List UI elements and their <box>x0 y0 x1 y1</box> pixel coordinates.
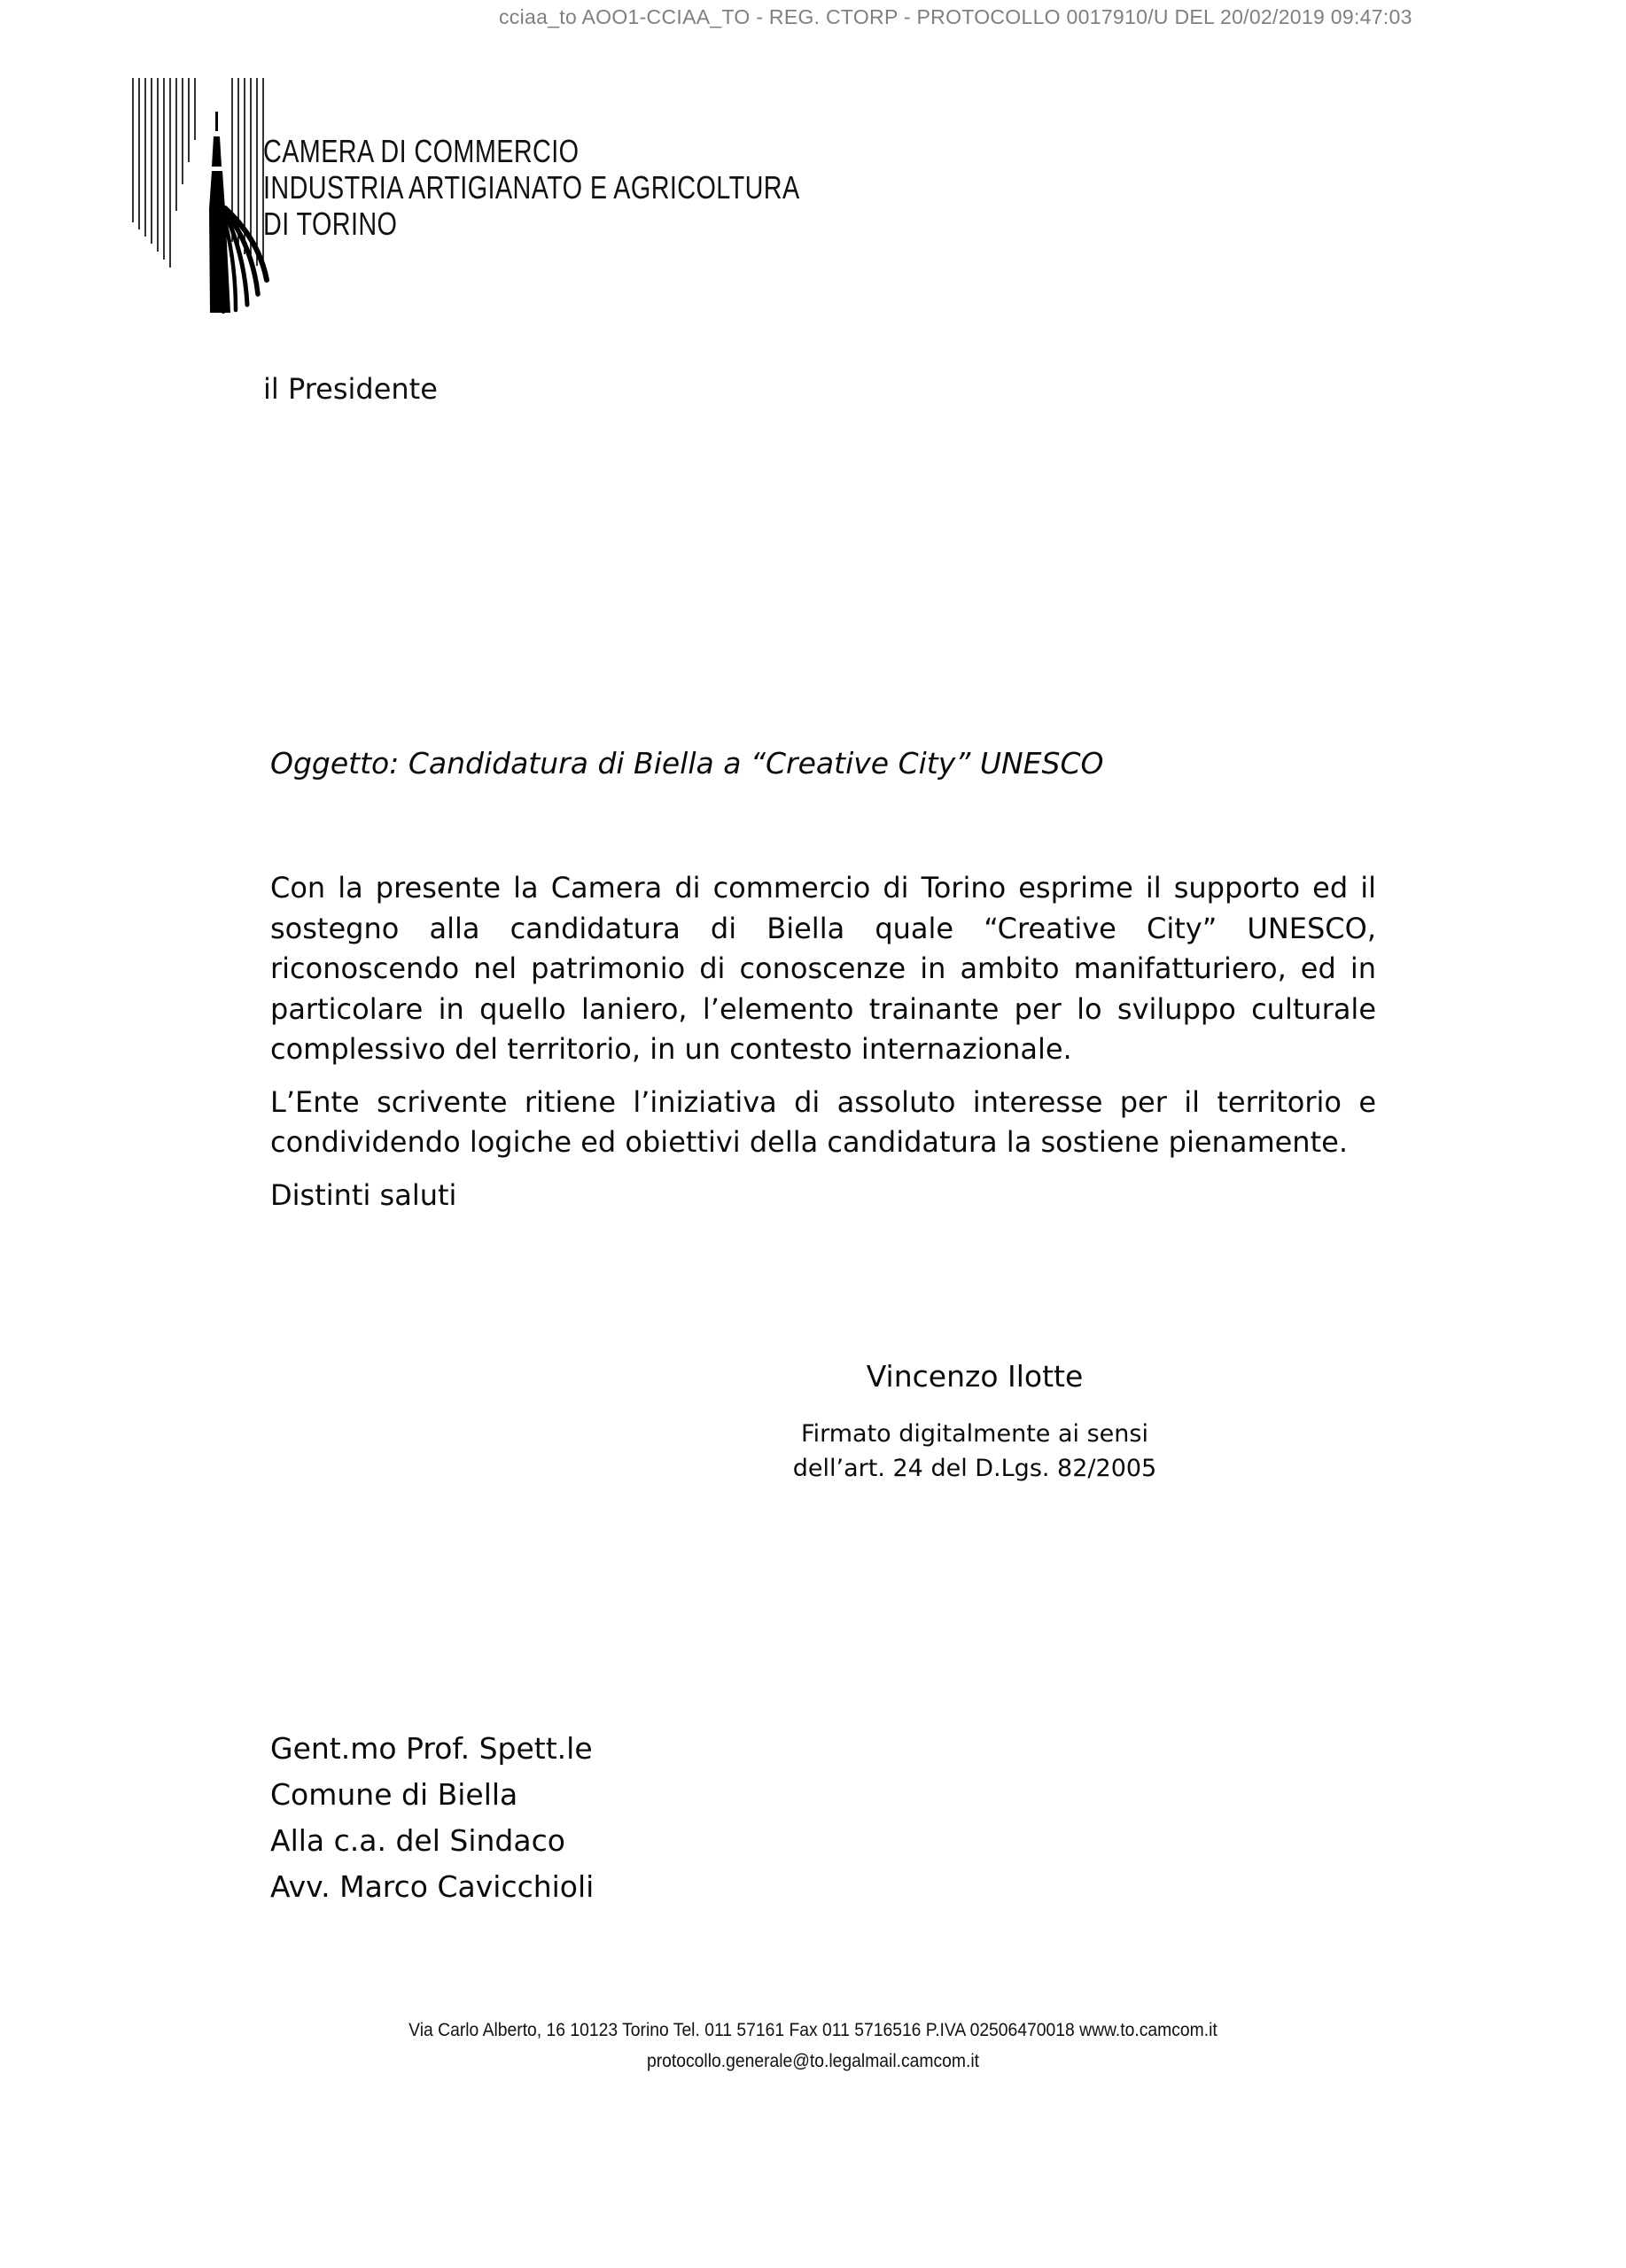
body-paragraph-2: L’Ente scrivente ritiene l’iniziativa di assoluto interesse per il territorio e condividendo logiche ed obiettivi della candidatura la sostiene pienamente. <box>270 1084 1376 1159</box>
subject-line: Oggetto: Candidatura di Biella a “Creative City” UNESCO <box>270 746 1104 781</box>
signature-block <box>744 1359 1205 1486</box>
digital-signature-note-line2: dell’art. 24 del D.Lgs. 82/2005 <box>792 1455 1157 1482</box>
footer-email-line: protocollo.generale@to.legalmail.camcom.it <box>646 2051 980 2071</box>
recipient-line-salutation: Gent.mo Prof. Spett.le <box>270 1731 593 1766</box>
organization-name-line3: DI TORINO <box>263 206 398 242</box>
recipient-line-attention: Alla c.a. del Sindaco <box>270 1823 565 1858</box>
body-paragraph-1: Con la presente la Camera di commercio di Torino esprime il supporto ed il sostegno alla candidatura di Biella quale “Creative City” UNESCO, riconoscendo nel patrimonio di conoscenze in ambito manifatturiero, ed in particolare in quello laniero, l’elemento trainante per lo sviluppo culturale complessivo del territorio, in un contesto internazionale. <box>270 871 1376 1066</box>
digital-signature-note <box>744 1417 1205 1486</box>
protocol-registration-header: cciaa_to AOO1-CCIAA_TO - REG. CTORP - PROTOCOLLO 0017910/U DEL 20/02/2019 09:47:03 <box>499 5 1412 28</box>
footer-contact-info <box>65 2015 1560 2077</box>
sender-title: il Presidente <box>263 372 438 406</box>
digital-signature-note-line1: Firmato digitalmente ai sensi <box>801 1420 1148 1448</box>
mole-antonelliana-logo-svg <box>124 78 272 315</box>
mole-antonelliana-logo <box>124 78 272 315</box>
organization-name-line1: CAMERA DI COMMERCIO <box>263 133 580 169</box>
recipient-line-organization: Comune di Biella <box>270 1777 518 1812</box>
footer-address-line: Via Carlo Alberto, 16 10123 Torino Tel. 011 57161 Fax 011 5716516 P.IVA 02506470018 www.to.camcom.it <box>408 2020 1218 2040</box>
recipient-line-name: Avv. Marco Cavicchioli <box>270 1869 595 1904</box>
organization-name <box>263 133 800 242</box>
recipient-block <box>270 1726 594 1910</box>
closing-salutation: Distinti saluti <box>270 1177 457 1212</box>
letter-body <box>270 868 1376 1216</box>
signatory-name: Vincenzo Ilotte <box>866 1359 1084 1394</box>
organization-name-line2: INDUSTRIA ARTIGIANATO E AGRICOLTURA <box>263 169 800 206</box>
